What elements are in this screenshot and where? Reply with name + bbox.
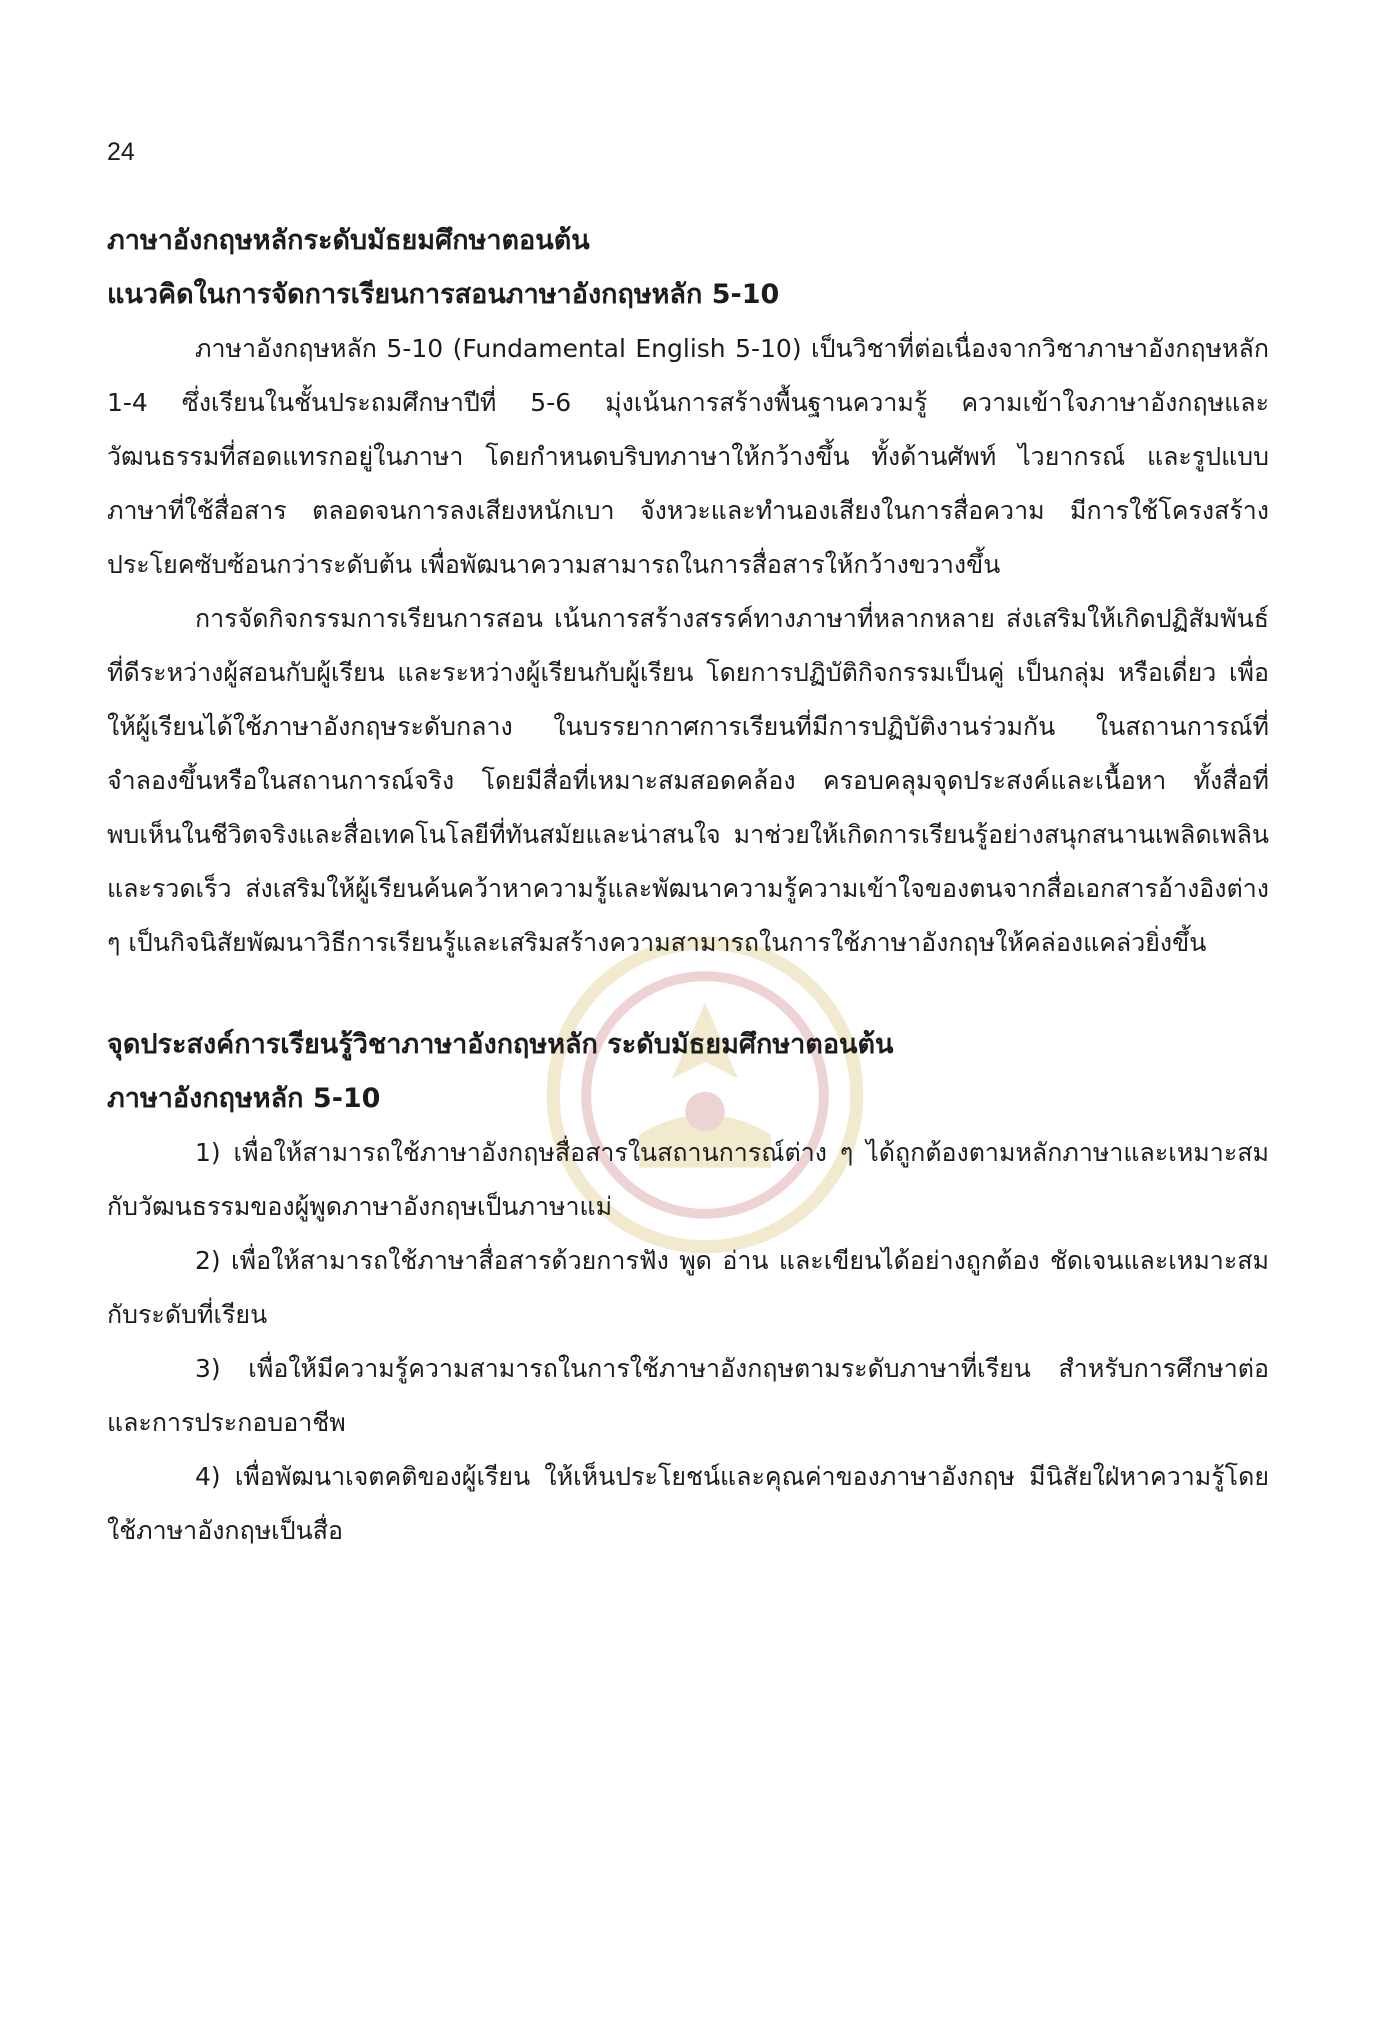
document-body <box>107 214 1269 1558</box>
objective-item: 3) เพื่อให้มีความรู้ความสามารถในการใช้ภาษาอังกฤษตามระดับภาษาที่เรียน สำหรับการศึกษาต่อและการประกอบอาชีพ <box>107 1354 1269 1437</box>
section-subtitle: ภาษาอังกฤษหลัก 5-10 <box>107 1083 381 1114</box>
objective-item: 1) เพื่อให้สามารถใช้ภาษาอังกฤษสื่อสารในสถานการณ์ต่าง ๆ ได้ถูกต้องตามหลักภาษาและเหมาะสมกับวัฒนธรรมของผู้พูดภาษาอังกฤษเป็นภาษาแม่ <box>107 1138 1269 1221</box>
section-title: จุดประสงค์การเรียนรู้วิชาภาษาอังกฤษหลัก ระดับมัธยมศึกษาตอนต้น <box>107 1029 894 1060</box>
section-title: ภาษาอังกฤษหลักระดับมัธยมศึกษาตอนต้น <box>107 225 590 256</box>
section-subtitle: แนวคิดในการจัดการเรียนการสอนภาษาอังกฤษหลัก 5-10 <box>107 279 780 310</box>
spacer <box>107 970 1269 1018</box>
paragraph: ภาษาอังกฤษหลัก 5-10 (Fundamental English 5-10) เป็นวิชาที่ต่อเนื่องจากวิชาภาษาอังกฤษหลัก 1-4 ซึ่งเรียนในชั้นประถมศึกษาปีที่ 5-6 มุ่งเน้นการสร้างพื้นฐานความรู้ ความเข้าใจภาษาอังกฤษและวัฒนธรรมที่สอดแทรกอยู่ในภาษา โดยกำหนดบริบทภาษาให้กว้างขึ้น ทั้งด้านศัพท์ ไวยากรณ์ และรูปแบบภาษาที่ใช้สื่อสาร ตลอดจนการลงเสียงหนักเบา จังหวะและทำนองเสียงในการสื่อความ มีการใช้โครงสร้างประโยคซับซ้อนกว่าระดับต้น เพื่อพัฒนาความสามารถในการสื่อสารให้กว้างขวางขึ้น <box>107 334 1269 579</box>
page-number: 24 <box>107 138 135 166</box>
objective-item: 4) เพื่อพัฒนาเจตคติของผู้เรียน ให้เห็นประโยชน์และคุณค่าของภาษาอังกฤษ มีนิสัยใฝ่หาความรู้โดยใช้ภาษาอังกฤษเป็นสื่อ <box>107 1462 1269 1545</box>
objective-item: 2) เพื่อให้สามารถใช้ภาษาสื่อสารด้วยการฟัง พูด อ่าน และเขียนได้อย่างถูกต้อง ชัดเจนและเหมาะสมกับระดับที่เรียน <box>107 1246 1269 1329</box>
paragraph: การจัดกิจกรรมการเรียนการสอน เน้นการสร้างสรรค์ทางภาษาที่หลากหลาย ส่งเสริมให้เกิดปฏิสัมพันธ์ที่ดีระหว่างผู้สอนกับผู้เรียน และระหว่างผู้เรียนกับผู้เรียน โดยการปฏิบัติกิจกรรมเป็นคู่ เป็นกลุ่ม หรือเดี่ยว เพื่อให้ผู้เรียนได้ใช้ภาษาอังกฤษระดับกลาง ในบรรยากาศการเรียนที่มีการปฏิบัติงานร่วมกัน ในสถานการณ์ที่จำลองขึ้นหรือในสถานการณ์จริง โดยมีสื่อที่เหมาะสมสอดคล้อง ครอบคลุมจุดประสงค์และเนื้อหา ทั้งสื่อที่พบเห็นในชีวิตจริงและสื่อเทคโนโลยีที่ทันสมัยและน่าสนใจ มาช่วยให้เกิดการเรียนรู้อย่างสนุกสนานเพลิดเพลิน และรวดเร็ว ส่งเสริมให้ผู้เรียนค้นคว้าหาความรู้และพัฒนาความรู้ความเข้าใจของตนจากสื่อเอกสารอ้างอิงต่าง ๆ เป็นกิจนิสัยพัฒนาวิธีการเรียนรู้และเสริมสร้างความสามารถในการใช้ภาษาอังกฤษให้คล่องแคล่วยิ่งขึ้น <box>107 604 1270 957</box>
